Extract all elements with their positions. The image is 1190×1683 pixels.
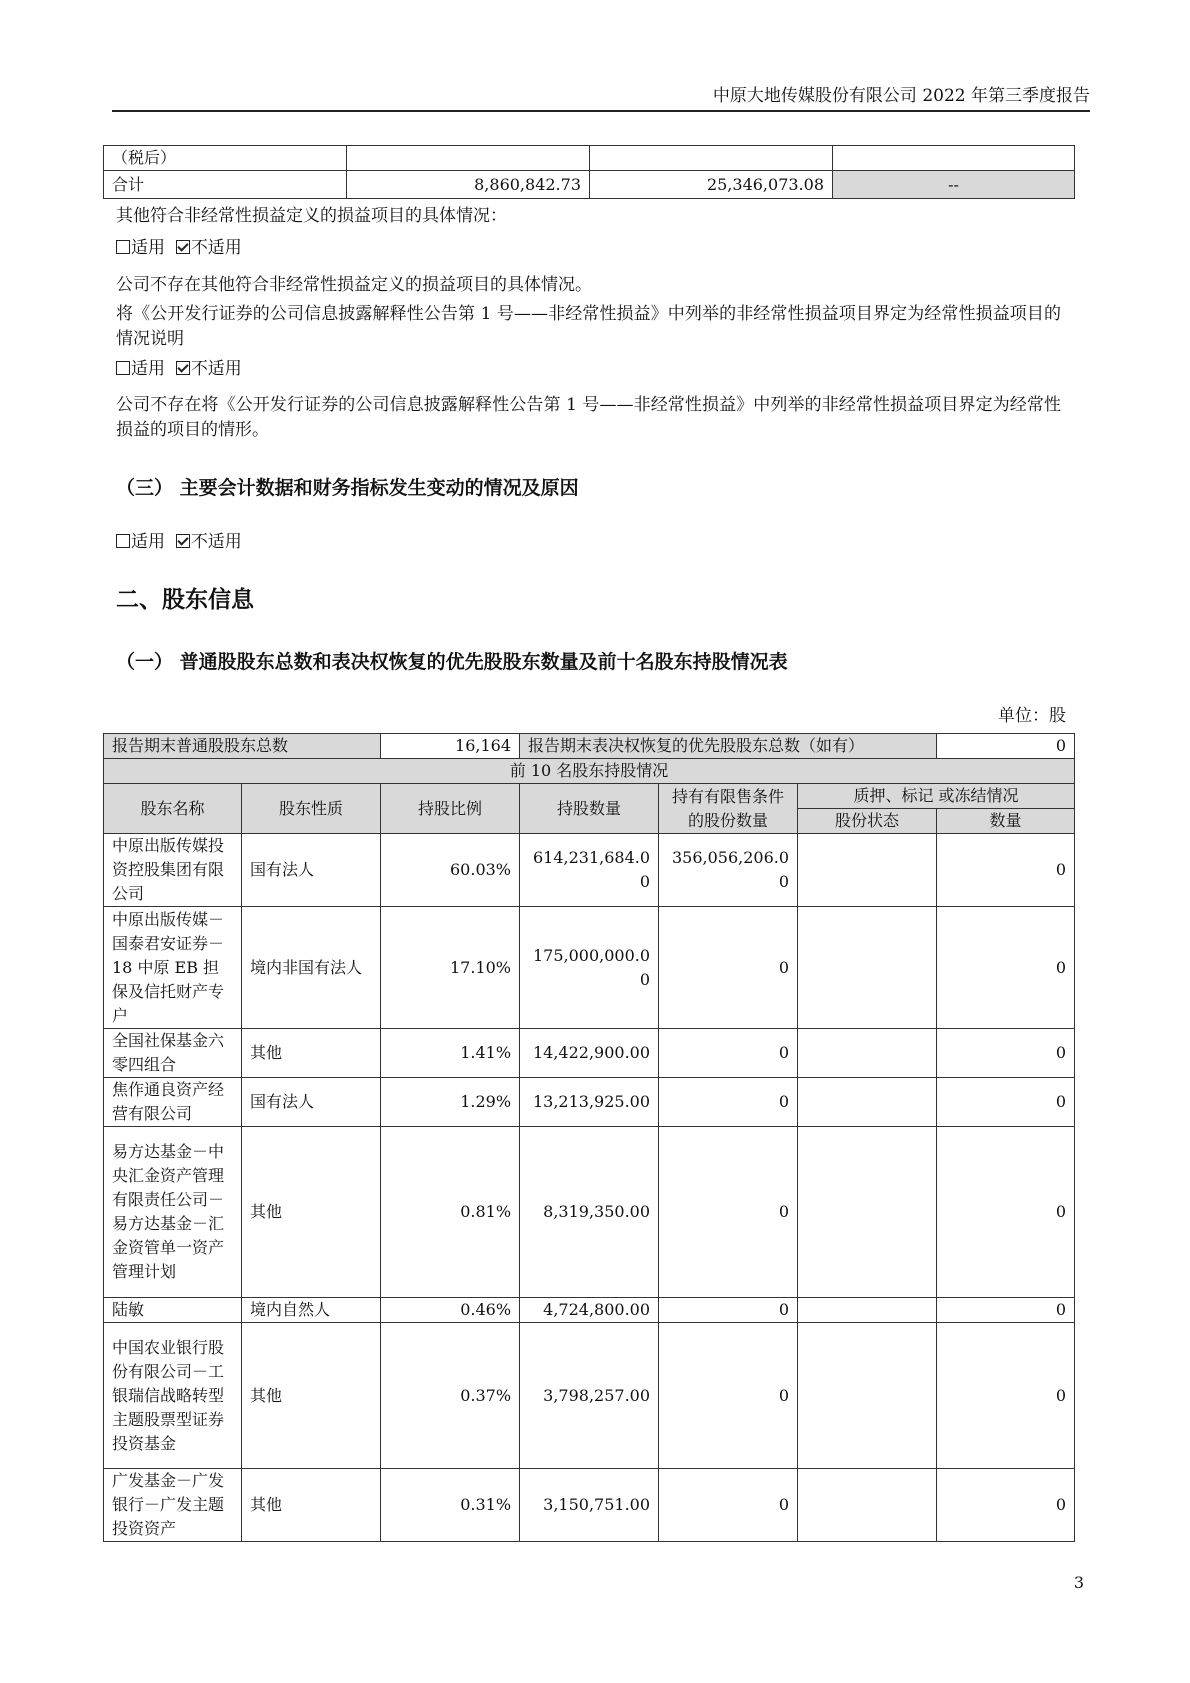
col-header-nature: 股东性质: [242, 784, 381, 834]
section-heading-shareholders: 二、股东信息: [116, 586, 254, 613]
col-header-status: 股份状态: [798, 809, 937, 834]
total-holders-label: 报告期末普通股股东总数: [104, 734, 381, 759]
other-items-line: 其他符合非经常性损益定义的损益项目的具体情况：: [116, 206, 507, 226]
holder-name: 易方达基金－中央汇金资产管理有限责任公司－易方达基金－汇金资管单一资产管理计划: [104, 1127, 242, 1298]
holder-ratio: 1.29%: [381, 1078, 520, 1127]
holder-restricted: 0: [659, 907, 798, 1029]
holder-pledge-count: 0: [937, 1323, 1075, 1469]
holder-ratio: 0.46%: [381, 1298, 520, 1323]
holder-name: 中原出版传媒投资控股集团有限公司: [104, 834, 242, 907]
checkbox-checked-icon: [176, 240, 190, 254]
holder-name: 全国社保基金六零四组合: [104, 1029, 242, 1078]
table-row: [104, 834, 1075, 907]
holder-qty: 175,000,000.00: [520, 907, 659, 1029]
col-header-qty: 持股数量: [520, 784, 659, 834]
holder-nature: 国有法人: [242, 834, 381, 907]
holder-nature: 境内非国有法人: [242, 907, 381, 1029]
checkbox-empty-icon: [116, 240, 130, 254]
col-header-ratio: 持股比例: [381, 784, 520, 834]
holder-pledge-count: 0: [937, 1127, 1075, 1298]
holder-pledge-status: [798, 1078, 937, 1127]
no-reclassification-statement: 公司不存在将《公开发行证券的公司信息披露解释性公告第 1 号——非经常性损益》中列举的非经常性损益项目界定为经常性损益的项目的情形。: [116, 395, 1061, 440]
holder-pledge-count: 0: [937, 907, 1075, 1029]
holder-restricted: 0: [659, 1078, 798, 1127]
section-heading-top10: （一） 普通股股东总数和表决权恢复的优先股股东数量及前十名股东持股情况表: [116, 651, 788, 673]
holder-restricted: 0: [659, 1298, 798, 1323]
holder-restricted: 0: [659, 1029, 798, 1078]
table-row: [104, 1127, 1075, 1298]
holder-qty: 13,213,925.00: [520, 1078, 659, 1127]
holder-pledge-count: 0: [937, 1469, 1075, 1542]
holder-nature: 境内自然人: [242, 1298, 381, 1323]
pref-holders-value: 0: [937, 734, 1075, 759]
holder-name: 中原出版传媒－国泰君安证券－18 中原 EB 担保及信托财产专户: [104, 907, 242, 1029]
holder-pledge-status: [798, 907, 937, 1029]
holder-pledge-status: [798, 1029, 937, 1078]
checkbox-empty-icon: [116, 361, 130, 375]
holder-pledge-count: 0: [937, 1029, 1075, 1078]
applicability-toggle-3: 适用 不适用: [116, 530, 1061, 555]
holder-pledge-count: 0: [937, 834, 1075, 907]
holder-pledge-count: 0: [937, 1298, 1075, 1323]
shareholder-table: [103, 733, 1075, 1542]
holder-qty: 14,422,900.00: [520, 1029, 659, 1078]
pref-holders-label: 报告期末表决权恢复的优先股股东总数（如有）: [520, 734, 937, 759]
holder-qty: 3,798,257.00: [520, 1323, 659, 1469]
holder-qty: 3,150,751.00: [520, 1469, 659, 1542]
holder-nature: 其他: [242, 1127, 381, 1298]
checkbox-checked-icon: [176, 534, 190, 548]
section-heading-changes: （三） 主要会计数据和财务指标发生变动的情况及原因: [116, 477, 579, 499]
holder-name: 广发基金－广发银行－广发主题投资资产: [104, 1469, 242, 1542]
total-ytd: 25,346,073.08: [590, 171, 833, 199]
col-header-pledge: 质押、标记 或冻结情况: [798, 784, 1075, 809]
holder-qty: 614,231,684.00: [520, 834, 659, 907]
col-header-count: 数量: [937, 809, 1075, 834]
holder-pledge-status: [798, 834, 937, 907]
holder-restricted: 0: [659, 1127, 798, 1298]
holder-ratio: 1.41%: [381, 1029, 520, 1078]
holder-nature: 其他: [242, 1029, 381, 1078]
table-row: [104, 1298, 1075, 1323]
col-header-name: 股东名称: [104, 784, 242, 834]
total-label: 合计: [104, 171, 347, 199]
page-number: 3: [1073, 1573, 1084, 1592]
total-current-period: 8,860,842.73: [347, 171, 590, 199]
reclassification-note: 将《公开发行证券的公司信息披露解释性公告第 1 号——非经常性损益》中列举的非经常性损益项目界定为经常性损益项目的情况说明: [116, 304, 1061, 349]
col-header-restricted: 持有有限售条件的股份数量: [659, 784, 798, 834]
holder-nature: 其他: [242, 1323, 381, 1469]
page-header: [112, 84, 1090, 112]
table-row: [104, 1078, 1075, 1127]
holder-ratio: 0.37%: [381, 1323, 520, 1469]
table-row: [104, 1469, 1075, 1542]
no-other-items-statement: 公司不存在其他符合非经常性损益定义的损益项目的具体情况。: [116, 275, 592, 295]
top10-caption: 前 10 名股东持股情况: [104, 759, 1075, 784]
holder-nature: 国有法人: [242, 1078, 381, 1127]
table-row: [104, 1323, 1075, 1469]
holder-name: 中国农业银行股份有限公司－工银瑞信战略转型主题股票型证券投资基金: [104, 1323, 242, 1469]
holder-ratio: 17.10%: [381, 907, 520, 1029]
holder-nature: 其他: [242, 1469, 381, 1542]
holder-pledge-status: [798, 1127, 937, 1298]
holder-pledge-status: [798, 1469, 937, 1542]
tax-after-label: （税后）: [104, 146, 347, 171]
applicability-toggle-2: 适用 不适用: [116, 357, 1061, 382]
holder-ratio: 0.31%: [381, 1469, 520, 1542]
holder-ratio: 60.03%: [381, 834, 520, 907]
holder-pledge-status: [798, 1298, 937, 1323]
checkbox-checked-icon: [176, 361, 190, 375]
holder-name: 焦作通良资产经营有限公司: [104, 1078, 242, 1127]
applicability-toggle-1: 适用 不适用: [116, 236, 1061, 261]
table-row: [104, 907, 1075, 1029]
holder-restricted: 0: [659, 1323, 798, 1469]
unit-label: 单位：股: [998, 706, 1066, 726]
holder-ratio: 0.81%: [381, 1127, 520, 1298]
holder-restricted: 356,056,206.00: [659, 834, 798, 907]
holder-name: 陆敏: [104, 1298, 242, 1323]
holder-pledge-status: [798, 1323, 937, 1469]
holder-pledge-count: 0: [937, 1078, 1075, 1127]
nonrecurring-table-tail: [103, 145, 1075, 199]
holder-qty: 4,724,800.00: [520, 1298, 659, 1323]
page-header-title: 中原大地传媒股份有限公司 2022 年第三季度报告: [712, 86, 1090, 106]
total-holders-value: 16,164: [381, 734, 520, 759]
table-row: [104, 1029, 1075, 1078]
total-note: --: [833, 171, 1075, 199]
checkbox-empty-icon: [116, 534, 130, 548]
holder-restricted: 0: [659, 1469, 798, 1542]
holder-qty: 8,319,350.00: [520, 1127, 659, 1298]
